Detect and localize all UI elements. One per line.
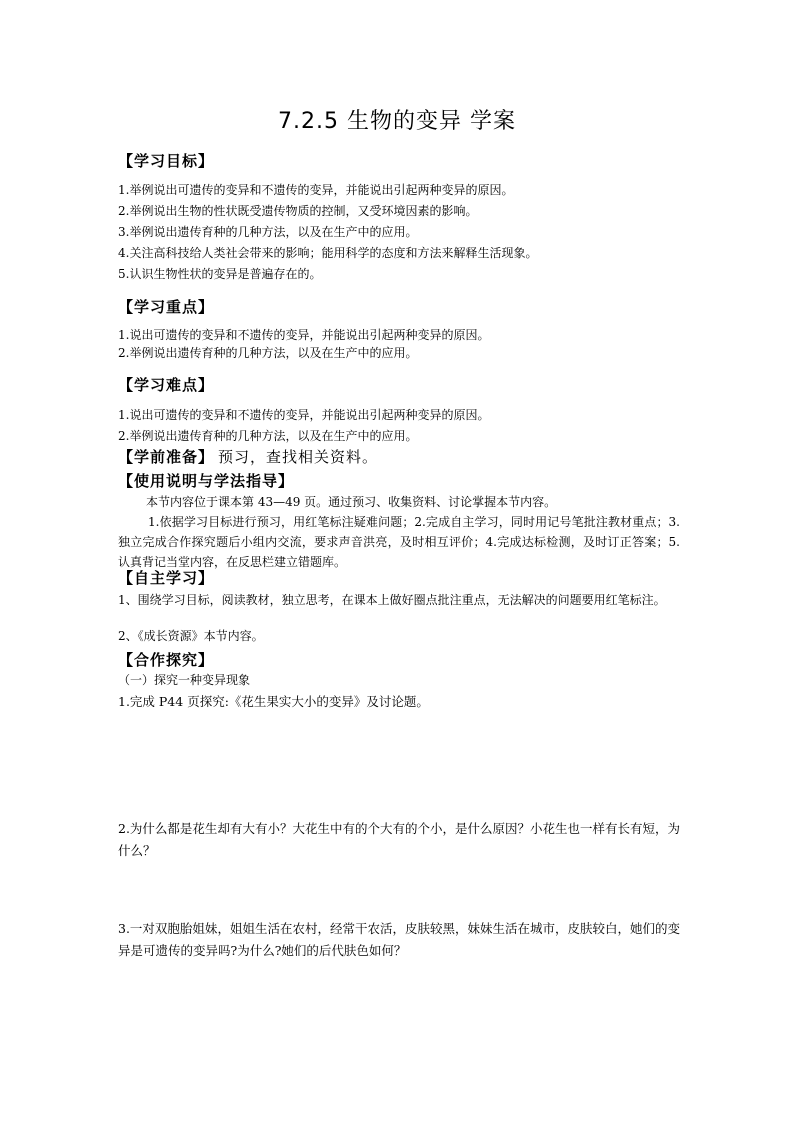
key-point-item: 1.说出可遗传的变异和不遗传的变异，并能说出引起两种变异的原因。	[118, 328, 490, 342]
difficulty-item: 2.举例说出遗传育种的几种方法，以及在生产中的应用。	[118, 429, 418, 443]
objective-item: 4.关注高科技给人类社会带来的影响；能用科学的态度和方法来解释生活现象。	[118, 246, 538, 260]
key-point-item: 2.举例说出遗传育种的几种方法，以及在生产中的应用。	[118, 346, 418, 360]
cooperative-heading: 【合作探究】	[118, 651, 215, 669]
question-3: 3.一对双胞胎姐妹，姐姐生活在农村，经常干农活，皮肤较黑，妹妹生活在城市，皮肤较白，她们的变异是可遗传的变异吗?为什么?她们的后代肤色如何？	[118, 921, 680, 958]
self-study-paragraph: 1、围绕学习目标，阅读教材，独立思考，在课本上做好圈点批注重点，无法解决的问题要用红笔标注。	[118, 593, 666, 607]
key-points-heading: 【学习重点】	[118, 298, 215, 316]
question-1: 1.完成 P44 页探究:《花生果实大小的变异》及讨论题。	[118, 694, 429, 709]
objective-item: 2.举例说出生物的性状既受遗传物质的控制，又受环境因素的影响。	[118, 204, 478, 218]
self-study-heading: 【自主学习】	[118, 569, 215, 587]
self-study-resource: 2、《成长资源》本节内容。	[118, 629, 264, 643]
objective-item: 3.举例说出遗传育种的几种方法，以及在生产中的应用。	[118, 225, 418, 239]
preparation-text: 预习，查找相关资料。	[218, 448, 379, 466]
objectives-heading: 【学习目标】	[118, 152, 215, 170]
question-2: 2.为什么都是花生却有大有小？大花生中有的个大有的个小，是什么原因？小花生也一样有长有短，为什么？	[118, 821, 680, 858]
guide-steps-paragraph: 1.依据学习目标进行预习，用红笔标注疑难问题；2.完成自主学习，同时用记号笔批注教材重点；3.独立完成合作探究题后小组内交流，要求声音洪亮，及时相互评价；4.完成达标检测，及时订正答案；5.认真背记当堂内容，在反思栏建立错题库。	[118, 515, 680, 569]
document-title: 7.2.5 生物的变异 学案	[278, 109, 516, 134]
objective-item: 5.认识生物性状的变异是普遍存在的。	[118, 267, 322, 281]
preparation-heading-label: 【学前准备】	[118, 448, 215, 466]
guide-paragraph: 本节内容位于课本第 43—49 页。通过预习、收集资料、讨论掌握本节内容。	[146, 495, 557, 509]
difficulty-item: 1.说出可遗传的变异和不遗传的变异，并能说出引起两种变异的原因。	[118, 408, 490, 422]
guide-heading: 【使用说明与学法指导】	[118, 472, 295, 490]
difficulties-heading: 【学习难点】	[118, 376, 215, 394]
cooperative-subheading: （一）探究一种变异现象	[118, 673, 251, 687]
objective-item: 1.举例说出可遗传的变异和不遗传的变异，并能说出引起两种变异的原因。	[118, 183, 514, 197]
preparation-heading	[118, 446, 378, 467]
